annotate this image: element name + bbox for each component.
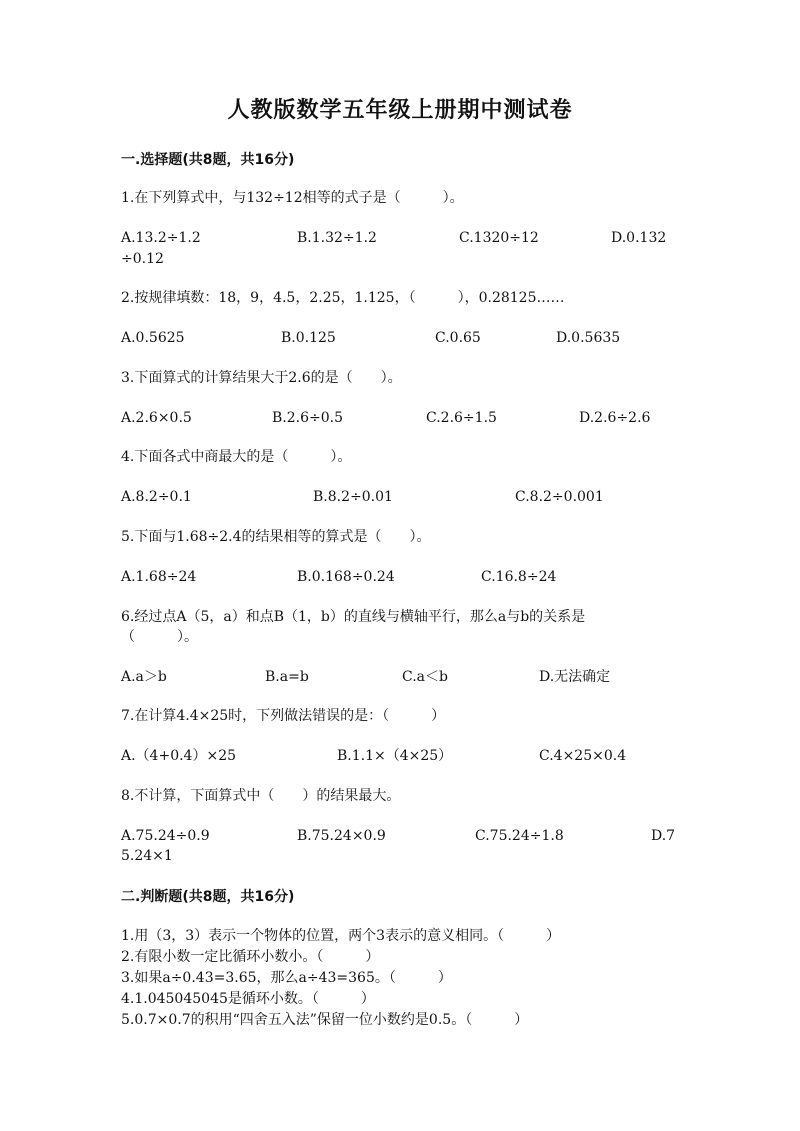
question-text: 3.下面算式的计算结果大于2.6的是（ ）。	[121, 370, 402, 386]
option-c: C.2.6÷1.5	[426, 410, 497, 426]
option-b: B.0.168÷0.24	[297, 569, 395, 585]
option-a: A.0.5625	[121, 330, 185, 346]
question-text: 4.下面各式中商最大的是（ ）。	[121, 449, 352, 465]
option-a: A.（4+0.4）×25	[121, 748, 237, 764]
option-d: D.0.132	[611, 230, 667, 246]
option-c: C.1320÷12	[459, 230, 539, 246]
option-d: D.2.6÷2.6	[579, 410, 651, 426]
judgment-item: 1.用（3，3）表示一个物体的位置，两个3表示的意义相同。（ ）	[121, 928, 561, 944]
judgment-item: 5.0.7×0.7的积用“四舍五入法”保留一位小数约是0.5。（ ）	[121, 1012, 529, 1028]
judgment-item: 2.有限小数一定比循环小数小。（ ）	[121, 949, 380, 965]
option-c: C.8.2÷0.001	[515, 489, 604, 505]
option-a: A.13.2÷1.2	[121, 230, 201, 246]
question-text: 5.下面与1.68÷2.4的结果相等的算式是（ ）。	[121, 529, 431, 545]
option-a: A.8.2÷0.1	[121, 489, 192, 505]
option-c: C.0.65	[435, 330, 481, 346]
option-b: B.1.32÷1.2	[297, 230, 377, 246]
question-text: 8.不计算，下面算式中（ ）的结果最大。	[121, 788, 401, 804]
section-heading-judgment: 二.判断题(共8题，共16分)	[121, 889, 295, 905]
option-b: B.2.6÷0.5	[272, 410, 343, 426]
option-a: A.2.6×0.5	[121, 410, 192, 426]
question-text: 1.在下列算式中，与132÷12相等的式子是（ ）。	[121, 190, 464, 206]
option-d: D.0.5635	[556, 330, 621, 346]
option-a: A.75.24÷0.9	[121, 828, 210, 844]
question-text: 2.按规律填数：18，9，4.5，2.25，1.125，（ ），0.28125……	[121, 290, 565, 306]
section-heading-choice: 一.选择题(共8题，共16分)	[121, 152, 295, 168]
question-text: 7.在计算4.4×25时，下列做法错误的是：（ ）	[121, 708, 446, 724]
option-c: C.75.24÷1.8	[475, 828, 564, 844]
option-b: B.75.24×0.9	[297, 828, 386, 844]
option-b: B.a=b	[265, 669, 309, 685]
option-b: B.0.125	[281, 330, 336, 346]
option-c: C.16.8÷24	[481, 569, 557, 585]
page-title: 人教版数学五年级上册期中测试卷	[227, 98, 573, 123]
option-wrap: 5.24×1	[121, 848, 173, 864]
option-b: B.1.1×（4×25）	[337, 748, 453, 764]
question-text-continued: （ ）。	[121, 629, 198, 645]
option-c: C.4×25×0.4	[539, 748, 627, 764]
option-d: D.7	[651, 828, 676, 844]
question-text: 6.经过点A（5，a）和点B（1，b）的直线与横轴平行，那么a与b的关系是	[121, 609, 586, 625]
judgment-item: 4.1.045045045是循环小数。（ ）	[121, 991, 375, 1007]
option-a: A.a＞b	[121, 669, 167, 685]
option-wrap: ÷0.12	[121, 251, 164, 267]
option-b: B.8.2÷0.01	[313, 489, 393, 505]
option-d: D.无法确定	[539, 669, 611, 685]
option-c: C.a＜b	[402, 669, 448, 685]
option-a: A.1.68÷24	[121, 569, 197, 585]
judgment-item: 3.如果a÷0.43=3.65，那么a÷43=365。（ ）	[121, 970, 452, 986]
